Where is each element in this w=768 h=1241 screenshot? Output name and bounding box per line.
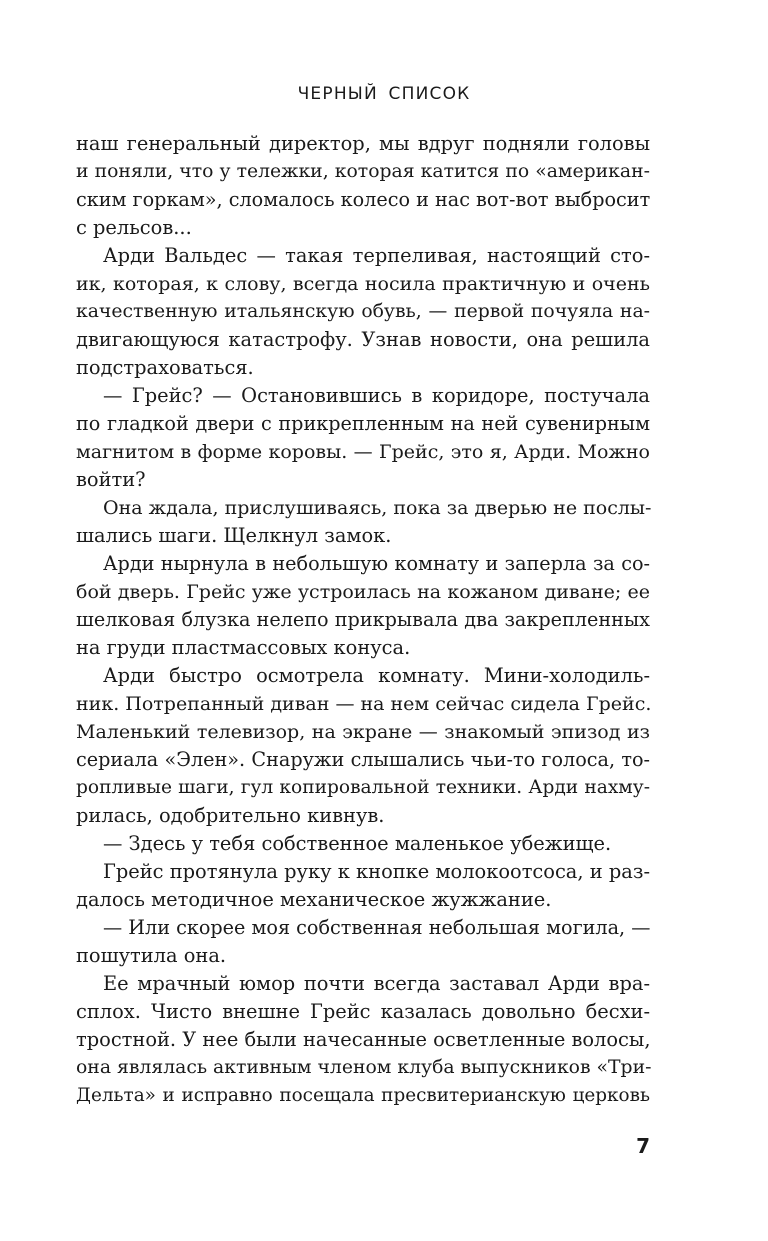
text-line: Арди Вальдес — такая терпеливая, настоящий сто- (103, 244, 650, 267)
text-line: на груди пластмассовых конуса. (76, 636, 411, 659)
text-line: Маленький телевизор, на экране — знакомый эпизод из (76, 721, 650, 743)
text-line: — Или скорее моя собственная небольшая могила, — (103, 916, 651, 939)
text-line: Дельта» и исправно посещала пресвитерианскую церковь (76, 1085, 650, 1106)
text-line: качественную итальянскую обувь, — первой почуяла на- (76, 301, 650, 322)
text-line: ским горкам», сломалось колесо и нас вот-вот выбросит (76, 188, 651, 211)
text-line: бой дверь. Грейс уже устроилась на кожаном диване; ее (76, 581, 650, 603)
text-line: — Здесь у тебя собственное маленькое убежище. (103, 832, 612, 855)
running-head: ЧЕРНЫЙ СПИСОК (297, 84, 471, 104)
text-line: Арди нырнула в небольшую комнату и заперла за со- (103, 552, 650, 575)
text-line: Грейс протянула руку к кнопке молокоотсоса, и раз- (103, 860, 650, 883)
body-text (76, 130, 650, 1110)
text-line: — Грейс? — Остановившись в коридоре, постучала (103, 384, 650, 407)
text-line: ник. Потрепанный диван — на нем сейчас сидела Грейс. (76, 693, 652, 715)
text-line: Ее мрачный юмор почти всегда заставал Арди вра- (103, 972, 650, 995)
text-line: по гладкой двери с прикрепленным на ней сувенирным (76, 412, 650, 435)
text-line: сериала «Элен». Снаружи слышались чьи-то голоса, то- (76, 748, 650, 771)
text-line: сплох. Чисто внешне Грейс казалась довольно бесхи- (76, 1000, 650, 1023)
text-line: далось методичное механическое жужжание. (76, 888, 552, 911)
text-line: ик, которая, к слову, всегда носила практичную и очень (76, 273, 650, 295)
text-line: пошутила она. (76, 944, 227, 967)
text-line: Арди быстро осмотрела комнату. Мини-холодиль- (103, 664, 650, 687)
text-line: магнитом в форме коровы. — Грейс, это я, Арди. Можно (76, 441, 650, 463)
text-line: с рельсов... (76, 216, 192, 239)
text-line: шались шаги. Щелкнул замок. (76, 524, 392, 547)
page-number: 7 (636, 1134, 650, 1158)
text-line: двигающуюся катастрофу. Узнав новости, она решила (76, 328, 650, 351)
text-line: подстраховаться. (76, 356, 254, 379)
text-line: рилась, одобрительно кивнув. (76, 804, 385, 827)
text-line: и поняли, что у тележки, которая катится по «американ- (76, 161, 650, 182)
text-line: войти? (76, 468, 146, 491)
text-line: наш генеральный директор, мы вдруг подняли головы (76, 132, 650, 155)
text-line: Она ждала, прислушиваясь, пока за дверью не послы- (103, 497, 652, 519)
text-line: она являлась активным членом клуба выпускников «Три- (76, 1057, 652, 1078)
text-line: шелковая блузка нелепо прикрывала два закрепленных (76, 608, 650, 631)
text-line: ропливые шаги, гул копировальной техники. Арди нахму- (76, 777, 650, 798)
text-line: тростной. У нее были начесанные осветленные волосы, (76, 1028, 651, 1051)
